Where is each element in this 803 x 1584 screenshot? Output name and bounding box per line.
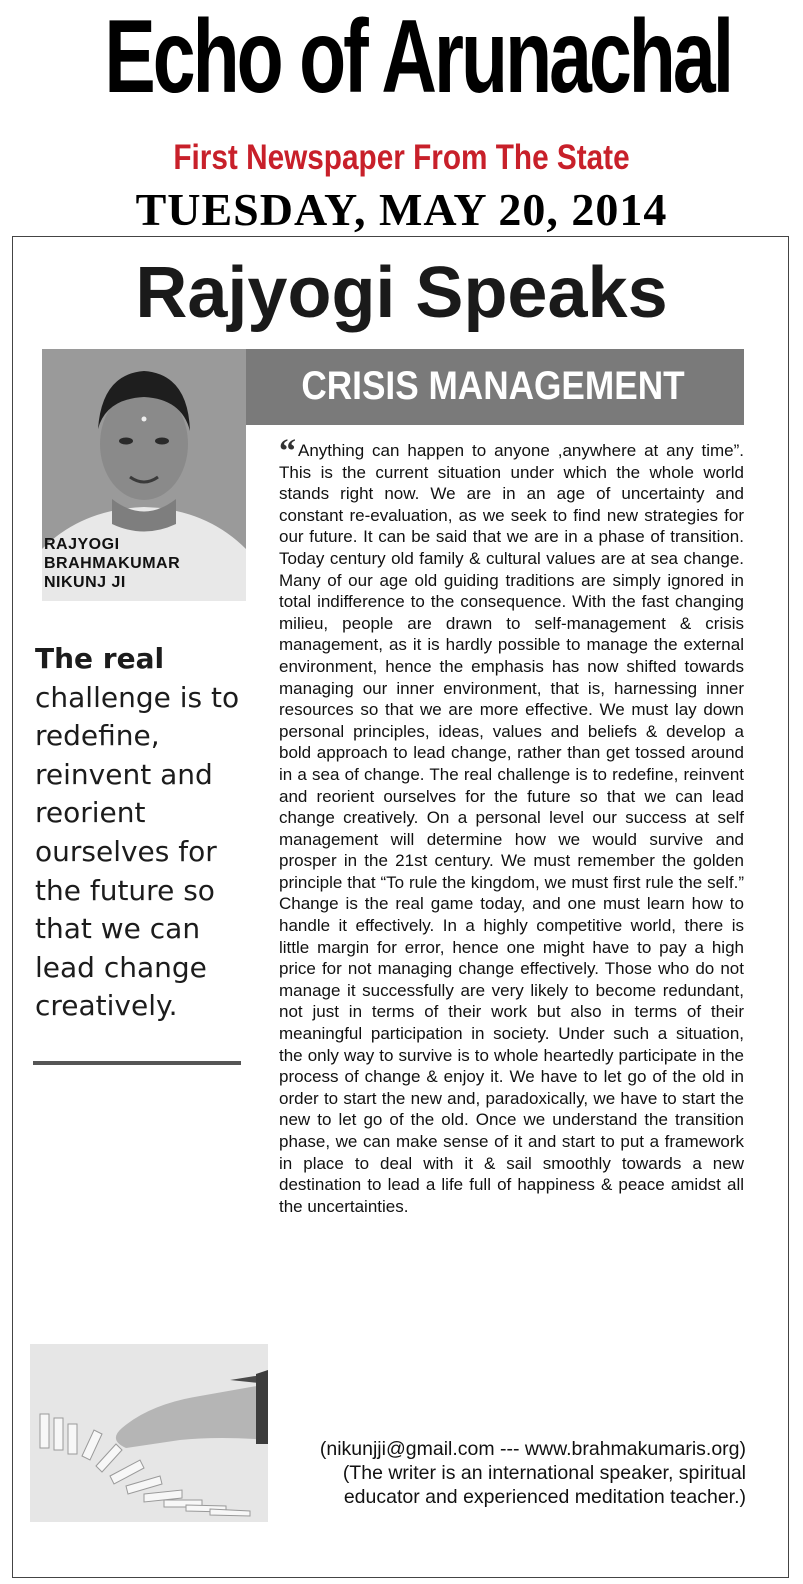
newspaper-tagline: First Newspaper From The State [173, 138, 630, 177]
author-title: RAJYOGI [44, 536, 120, 553]
open-quote-icon: “ [279, 433, 296, 470]
column-title: Rajyogi Speaks [135, 253, 668, 333]
dominoes-hand-photo [30, 1344, 268, 1522]
author-byline [44, 535, 244, 592]
pull-quote-text: challenge is to redefine, reinvent and reorient ourselves for the future so that we can lead change creatively. [35, 680, 240, 1023]
article-footer [270, 1437, 746, 1509]
author-bio-line-1: (The writer is an international speaker, spiritual [342, 1462, 746, 1484]
pull-quote-lead: The real [35, 642, 165, 675]
author-name: NIKUNJ JI [44, 574, 126, 591]
pull-quote-divider [33, 1061, 241, 1065]
author-contact: (nikunjji@gmail.com --- www.brahmakumaris.org) [319, 1438, 746, 1460]
issue-date: TUESDAY, MAY 20, 2014 [135, 184, 668, 235]
author-bio-line-2: educator and experienced meditation teacher.) [343, 1486, 746, 1508]
article-headline: CRISIS MANAGEMENT [301, 364, 685, 408]
pull-quote [35, 640, 255, 1026]
dominoes-image [30, 1344, 268, 1522]
author-order: BRAHMAKUMAR [44, 555, 181, 572]
newspaper-masthead: Echo of Arunachal [104, 0, 732, 115]
article-body [279, 433, 744, 1217]
article-text: Anything can happen to anyone ,anywhere at any time”. This is the current situation under which the whole world stands right now. We are in an age of uncertainty and constant re-evaluation, as we seek to find new strategies for our future. It can be said that we are in a phase of transition. Today century old family & cultural values are at sea change. Many of our age old guiding traditions are simply ignored in total indifference to the consequence. With the fast changing milieu, people are drawn to self-management & crisis management, as it is hardly possible to manage the external environment, hence the emphasis has now shifted towards managing our inner environment, that is, harnessing inner resources so that we are more effective. We must lay down personal principles, ideas, values and beliefs & develop a bold approach to lead change, rather than get tossed around in a sea of change. The real challenge is to redefine, reinvent and reorient ourselves for the future so that we can lead change creatively. On a personal level our success at self management will determine how we would survive and prosper in the 21st century. We must remember the golden principle that “To rule the kingdom, we must first rule the self.” Change is the real game today, and one must learn how to handle it effectively. In a highly competitive world, there is little margin for error, hence one might have to pay a high price for not managing change effectively. Those who do not manage it successfully are very likely to become redundant, not just in terms of their work but also in terms of their meaningful participation in society. Under such a situation, the only way to survive is to whole heartedly participate in the process of change & enjoy it. We have to let go of the old in order to start the new and, paradoxically, we have to start the new to let go of the old. Once we understand the transition phase, we can make sense of it and start to put a framework in place to deal with it & sail smoothly towards a new destination to lead a life full of happiness & peace amidst all the uncertainties. [279, 441, 744, 1216]
